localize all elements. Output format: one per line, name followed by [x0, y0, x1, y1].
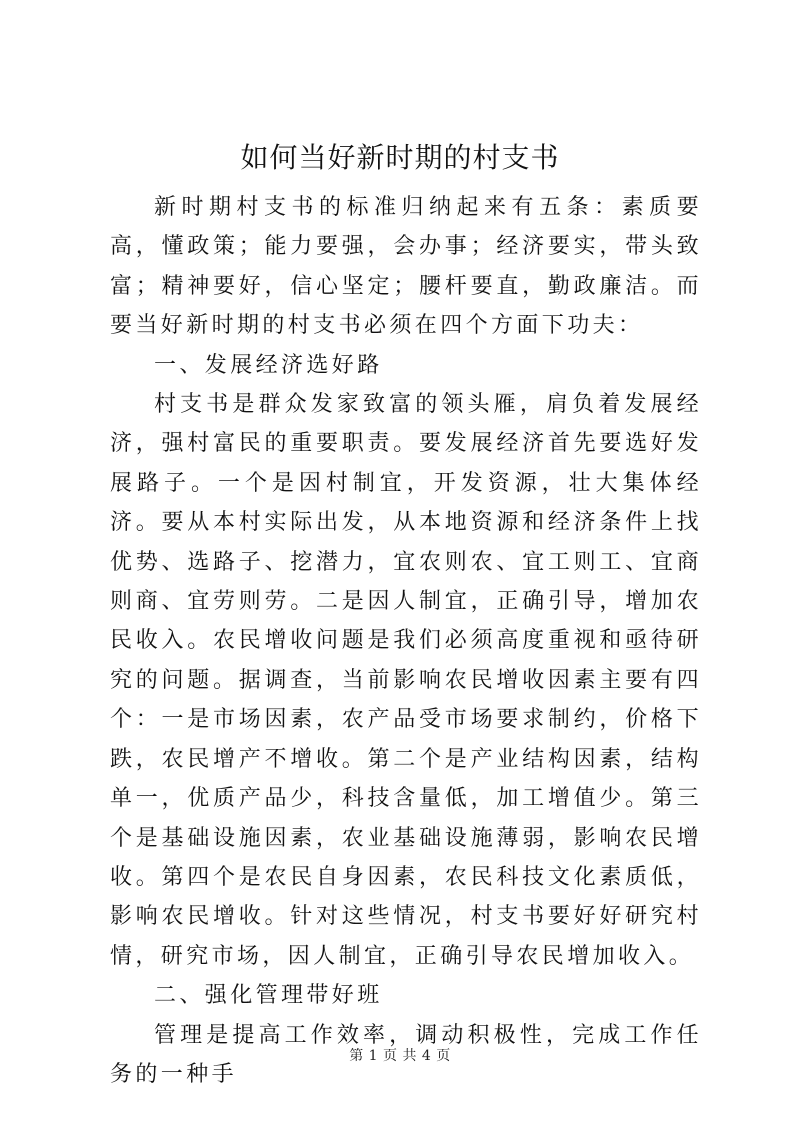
page-number: 第 1 页 共 4 页	[349, 1048, 451, 1064]
section-1-paragraph: 村支书是群众发家致富的领头雁，肩负着发展经济，强村富民的重要职责。要发展经济首先要选好发展路子。一个是因村制宜，开发资源，壮大集体经济。要从本村实际出发，从本地资源和经济条件上找优势、选路子、挖潜力，宜农则农、宜工则工、宜商则商、宜劳则劳。二是因人制宜，正确引导，增加农民收入。农民增收问题是我们必须高度重视和亟待研究的问题。据调查，当前影响农民增收因素主要有四个：一是市场因素，农产品受市场要求制约，价格下跌，农民增产不增收。第二个是产业结构因素，结构单一，优质产品少，科技含量低，加工增值少。第三个是基础设施因素，农业基础设施薄弱，影响农民增收。第四个是农民自身因素，农民科技文化素质低，影响农民增收。针对这些情况，村支书要好好研究村情，研究市场，因人制宜，正确引导农民增加收入。	[110, 392, 702, 969]
section-heading-2: 二、强化管理带好班	[154, 983, 383, 1009]
document-body	[110, 188, 702, 1094]
intro-paragraph: 新时期村支书的标准归纳起来有五条：素质要高，懂政策；能力要强，会办事；经济要实，带头致富；精神要好，信心坚定；腰杆要直，勤政廉洁。而要当好新时期的村支书必须在四个方面下功夫：	[110, 195, 702, 339]
document-title: 如何当好新时期的村支书	[240, 141, 560, 174]
section-2-paragraph: 管理是提高工作效率，调动积极性，完成工作任务的一种手	[110, 1022, 702, 1087]
section-heading-1: 一、发展经济选好路	[154, 352, 383, 378]
